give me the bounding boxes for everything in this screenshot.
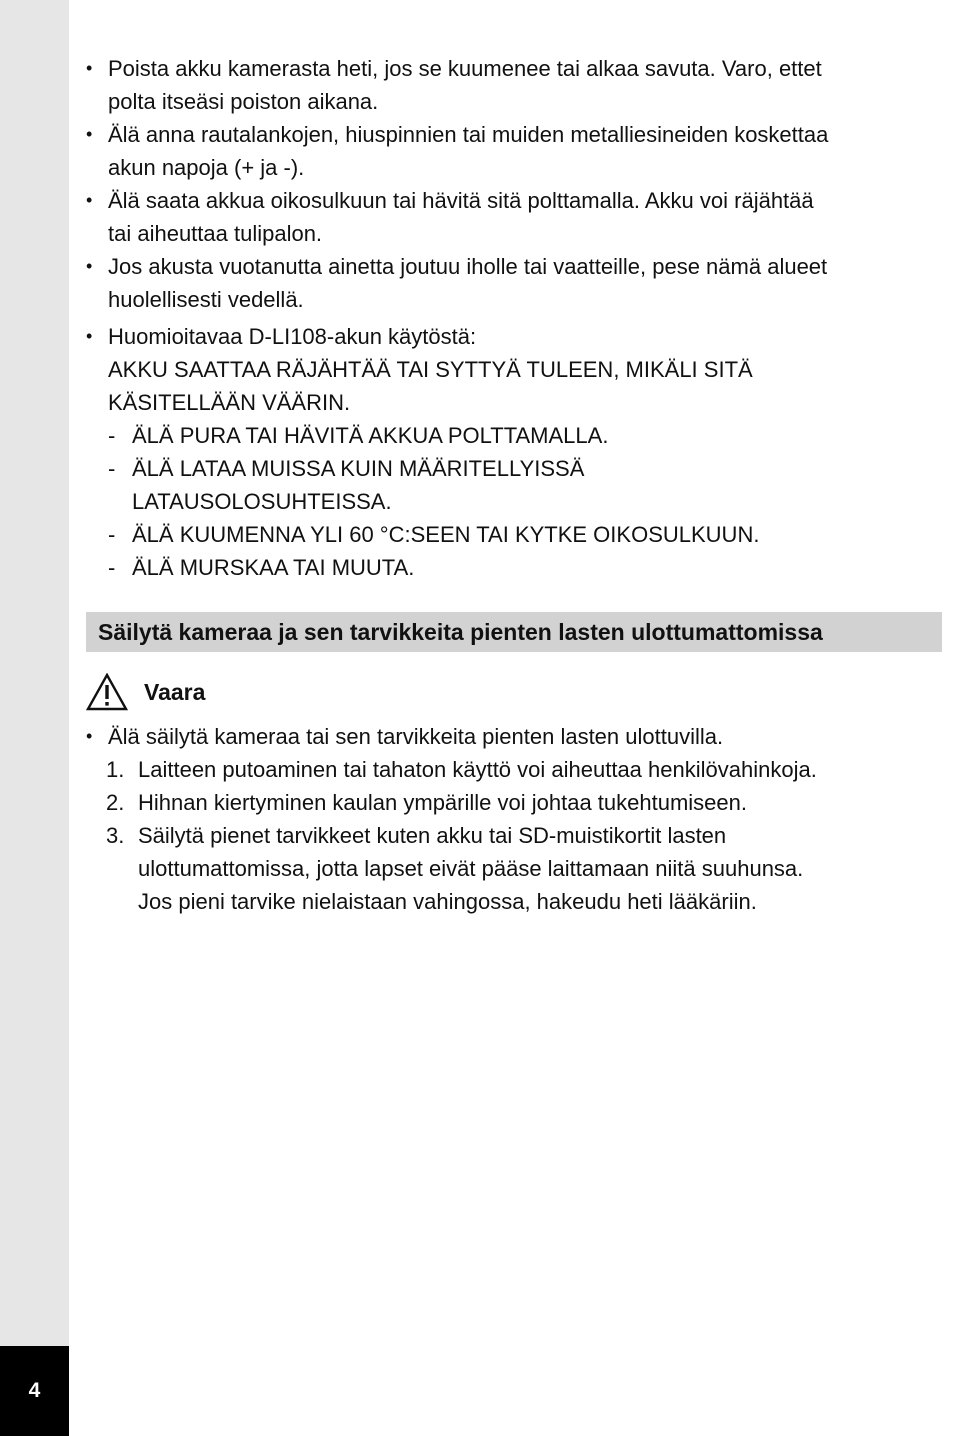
page-number-box	[0, 1346, 69, 1436]
warning-triangle-icon	[86, 673, 128, 711]
warning-content	[86, 720, 956, 918]
list-item: • Älä saata akkua oikosulkuun tai hävitä sitä polttamalla. Akku voi räjähtää tai aiheuttaa tulipalon.	[86, 184, 956, 250]
numbered-item: 2. Hihnan kiertyminen kaulan ympärille voi johtaa tukehtumiseen.	[106, 790, 747, 815]
page-content	[86, 52, 956, 918]
list-item: • Jos akusta vuotanutta ainetta joutuu iholle tai vaatteille, pese nämä alueet huolellisesti vedellä.	[86, 250, 956, 316]
numbered-item: 1. Laitteen putoaminen tai tahaton käyttö voi aiheuttaa henkilövahinkoja.	[106, 757, 817, 782]
battery-warning-item: - ÄLÄ PURA TAI HÄVITÄ AKKUA POLTTAMALLA.	[108, 419, 956, 452]
battery-note: • Huomioitavaa D-LI108-akun käytöstä: AKKU SAATTAA RÄJÄHTÄÄ TAI SYTTYÄ TULEEN, MIKÄLI SITÄ KÄSITELLÄÄN VÄÄRIN. - ÄLÄ PURA TAI HÄVITÄ AKKUA POLTTAMALLA. - ÄLÄ LATAA MUISSA KUIN MÄÄRITELLYISSÄ LATAUSOLOSUHTEISSA. - ÄLÄ KUUMENNA YLI 60 °C:SEEN TAI KYTKE OIKOSULKUUN. - ÄLÄ MURSKAA TAI MUUTA.	[86, 320, 956, 584]
battery-warning-item: - ÄLÄ LATAA MUISSA KUIN MÄÄRITELLYISSÄ LATAUSOLOSUHTEISSA.	[108, 452, 956, 518]
warning-header	[86, 670, 956, 714]
list-item: • Älä anna rautalankojen, hiuspinnien tai muiden metalliesineiden koskettaa akun napoja (+ ja -).	[86, 118, 956, 184]
battery-note-intro: • Huomioitavaa D-LI108-akun käytöstä:	[108, 324, 477, 349]
list-item: • Älä säilytä kameraa tai sen tarvikkeita pienten lasten ulottuvilla.	[86, 720, 956, 753]
numbered-item: 3. Säilytä pienet tarvikkeet kuten akku tai SD-muistikortit lasten ulottumattomissa, jotta lapset eivät pääse laittamaan niitä suuhunsa. Jos pieni tarvike nielaistaan vahingossa, hakeudu heti lääkäriin.	[106, 823, 804, 914]
list-item: • Poista akku kamerasta heti, jos se kuumenee tai alkaa savuta. Varo, ettet polta itseäsi poiston aikana.	[86, 52, 956, 118]
battery-warning-item: - ÄLÄ MURSKAA TAI MUUTA.	[108, 551, 956, 584]
side-margin-strip	[0, 0, 69, 1436]
battery-warning-item: - ÄLÄ KUUMENNA YLI 60 °C:SEEN TAI KYTKE OIKOSULKUUN.	[108, 518, 956, 551]
warning-label: Vaara	[144, 678, 206, 705]
section-heading: Säilytä kameraa ja sen tarvikkeita pienten lasten ulottumattomissa	[86, 612, 942, 652]
page-number: 4	[28, 1379, 41, 1402]
